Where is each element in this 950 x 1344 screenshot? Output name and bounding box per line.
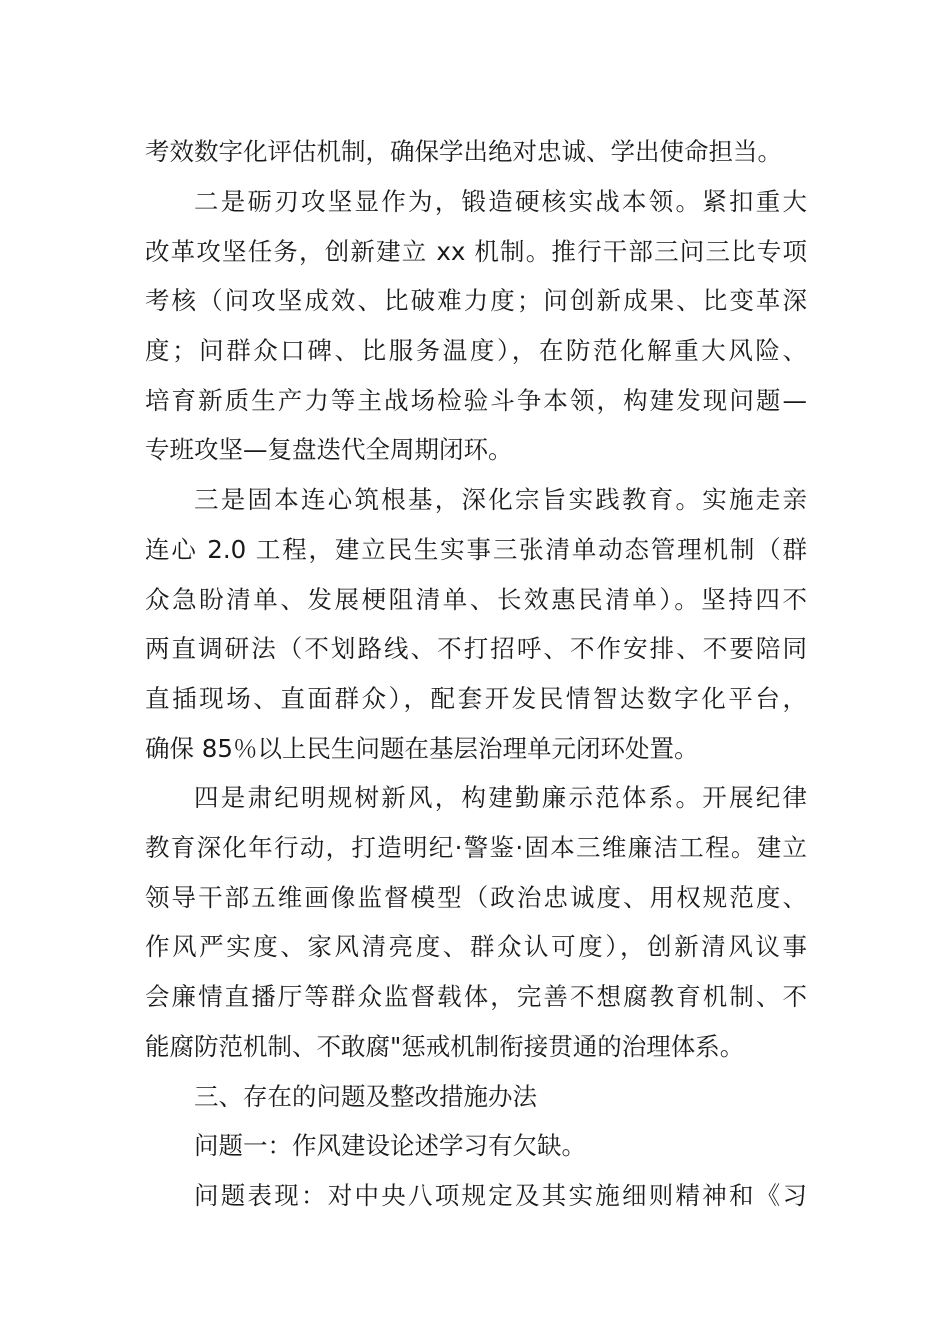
text-line-12: 直插现场、直面群众），配套开发民情智达数字化平台， [145, 684, 807, 713]
text-line-13: 确保 85％以上民生问题在基层治理单元闭环处置。 [145, 734, 699, 763]
text-line-10: 众急盼清单、发展梗阻清单、长效惠民清单）。坚持四不 [145, 585, 807, 614]
text-line-14: 四是肃纪明规树新风，构建勤廉示范体系。开展纪律 [194, 783, 807, 812]
text-line-3: 改革攻坚任务，创新建立 xx 机制。推行干部三问三比专项 [145, 237, 807, 266]
text-line-15: 教育深化年行动，打造明纪·警鉴·固本三维廉洁工程。建立 [145, 833, 807, 862]
text-line-19: 能腐防范机制、不敢腐"惩戒机制衔接贯通的治理体系。 [145, 1032, 745, 1061]
text-line-1: 考效数字化评估机制，确保学出绝对忠诚、学出使命担当。 [145, 137, 782, 166]
text-line-16: 领导干部五维画像监督模型（政治忠诚度、用权规范度、 [145, 883, 807, 912]
text-line-8: 三是固本连心筑根基，深化宗旨实践教育。实施走亲 [194, 485, 807, 514]
text-line-5: 度；问群众口碑、比服务温度），在防范化解重大风险、 [145, 336, 807, 365]
text-line-6: 培育新质生产力等主战场检验斗争本领，构建发现问题— [145, 386, 807, 415]
text-line-2: 二是砺刃攻坚显作为，锻造硬核实战本领。紧扣重大 [194, 187, 807, 216]
problem-description: 问题表现：对中央八项规定及其实施细则精神和《习 [194, 1181, 807, 1210]
text-line-4: 考核（问攻坚成效、比破难力度；问创新成果、比变革深 [145, 286, 807, 315]
text-line-17: 作风严实度、家风清亮度、群众认可度），创新清风议事 [145, 932, 807, 961]
text-line-18: 会廉情直播厅等群众监督载体，完善不想腐教育机制、不 [145, 982, 807, 1011]
problem-title: 问题一：作风建设论述学习有欠缺。 [194, 1131, 586, 1160]
section-heading: 三、存在的问题及整改措施办法 [194, 1082, 537, 1111]
text-line-7: 专班攻坚—复盘迭代全周期闭环。 [145, 435, 513, 464]
text-line-9: 连心 2.0 工程，建立民生实事三张清单动态管理机制（群 [145, 535, 807, 564]
text-line-11: 两直调研法（不划路线、不打招呼、不作安排、不要陪同 [145, 634, 807, 663]
